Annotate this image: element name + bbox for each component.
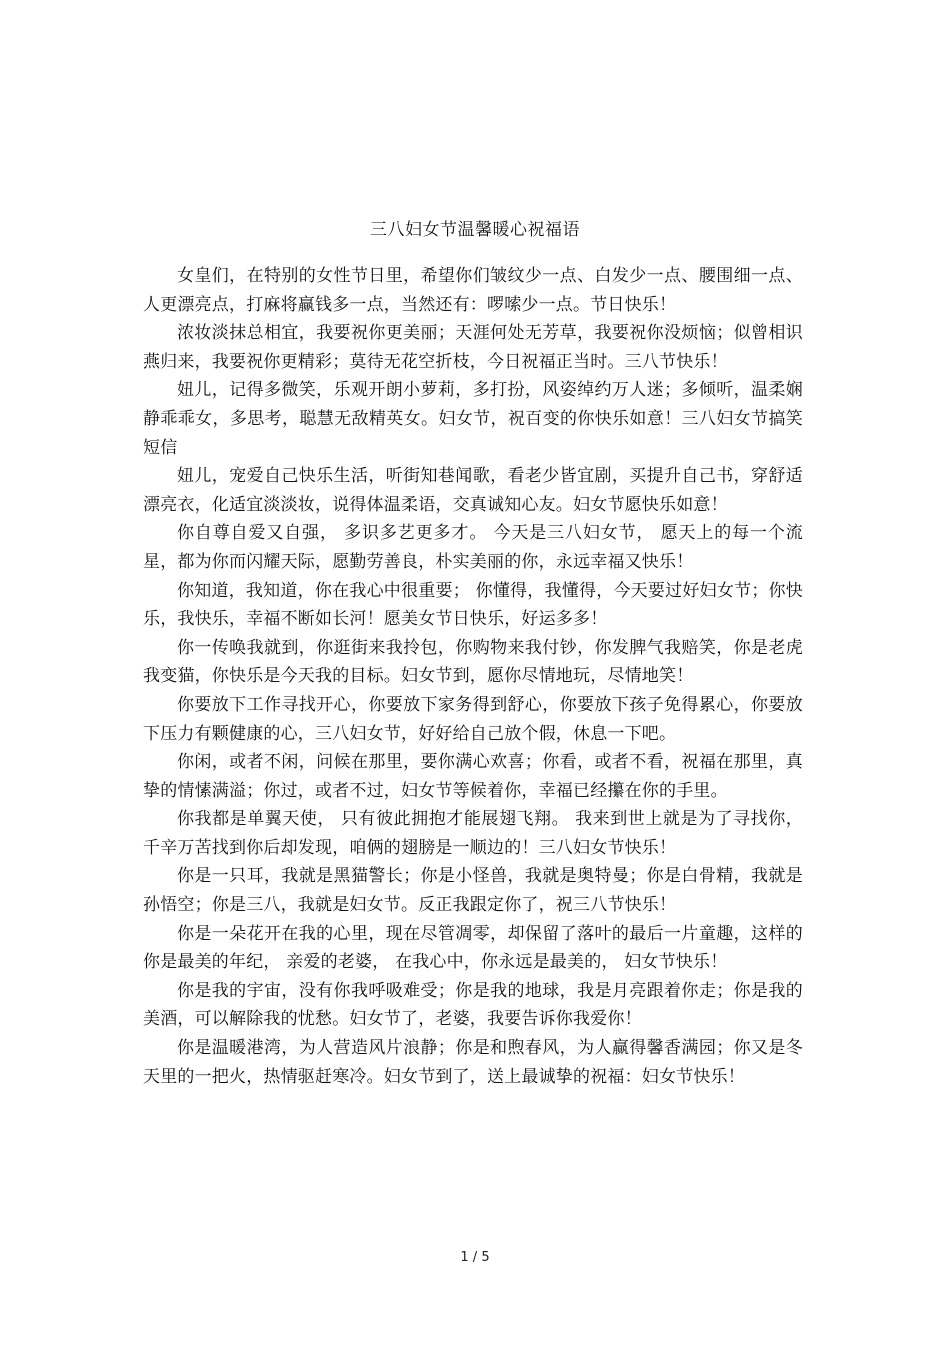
paragraph: 妞儿，宠爱自己快乐生活，听街知巷闻歌，看老少皆宜剧，买提升自己书，穿舒适漂亮衣，化适宜淡淡妆，说得体温柔语，交真诚知心友。妇女节愿快乐如意！ [143,466,803,515]
paragraph: 浓妆淡抹总相宜，我要祝你更美丽；天涯何处无芳草，我要祝你没烦恼；似曾相识燕归来，我要祝你更精彩；莫待无花空折枝，今日祝福正当时。三八节快乐！ [143,323,803,372]
paragraph: 你是一朵花开在我的心里，现在尽管凋零，却保留了落叶的最后一片童趣，这样的你是最美的年纪， 亲爱的老婆， 在我心中，你永远是最美的， 妇女节快乐！ [143,923,803,973]
paragraph: 你一传唤我就到，你逛街来我拎包，你购物来我付钞，你发脾气我赔笑，你是老虎我变猫，你快乐是今天我的目标。妇女节到，愿你尽情地玩，尽情地笑！ [143,637,803,687]
paragraph: 你自尊自爱又自强， 多识多艺更多才。 今天是三八妇女节， 愿天上的每一个流星，都为你而闪耀天际，愿勤劳善良，朴实美丽的你，永远幸福又快乐！ [143,523,803,572]
paragraph: 你要放下工作寻找开心，你要放下家务得到舒心，你要放下孩子免得累心，你要放下压力有颗健康的心，三八妇女节，好好给自己放个假，休息一下吧。 [143,694,803,744]
paragraph: 你我都是单翼天使， 只有彼此拥抱才能展翅飞翔。 我来到世上就是为了寻找你，千辛万苦找到你后却发现，咱俩的翅膀是一顺边的！三八妇女节快乐！ [143,809,803,858]
paragraph: 妞儿，记得多微笑，乐观开朗小萝莉，多打扮，风姿绰约万人迷；多倾听，温柔娴静乖乖女，多思考，聪慧无敌精英女。妇女节，祝百变的你快乐如意！三八妇女节搞笑短信 [143,380,803,458]
paragraph: 你知道，我知道，你在我心中很重要； 你懂得，我懂得，今天要过好妇女节；你快乐，我快乐，幸福不断如长河！愿美女节日快乐，好运多多！ [143,580,803,630]
paragraph: 你是我的宇宙，没有你我呼吸难受；你是我的地球，我是月亮跟着你走；你是我的美酒，可以解除我的忧愁。妇女节了，老婆，我要告诉你我爱你！ [143,980,803,1030]
page-title: 三八妇女节温馨暖心祝福语 [370,220,580,240]
page-number: 1 / 5 [460,1250,490,1265]
paragraph: 女皇们，在特别的女性节日里，希望你们皱纹少一点、白发少一点、腰围细一点、人更漂亮点，打麻将赢钱多一点，当然还有：啰嗦少一点。节日快乐！ [143,266,803,315]
document-body [143,262,803,1091]
paragraph: 你闲，或者不闲，问候在那里，要你满心欢喜；你看，或者不看，祝福在那里，真挚的情愫满溢；你过，或者不过，妇女节等候着你，幸福已经攥在你的手里。 [143,752,803,801]
paragraph: 你是一只耳，我就是黑猫警长；你是小怪兽，我就是奥特曼；你是白骨精，我就是孙悟空；你是三八，我就是妇女节。反正我跟定你了，祝三八节快乐！ [143,866,803,916]
paragraph: 你是温暖港湾，为人营造风片浪静；你是和煦春风，为人赢得馨香满园；你又是冬天里的一把火，热情驱赶寒冷。妇女节到了，送上最诚挚的祝福：妇女节快乐！ [143,1038,803,1087]
